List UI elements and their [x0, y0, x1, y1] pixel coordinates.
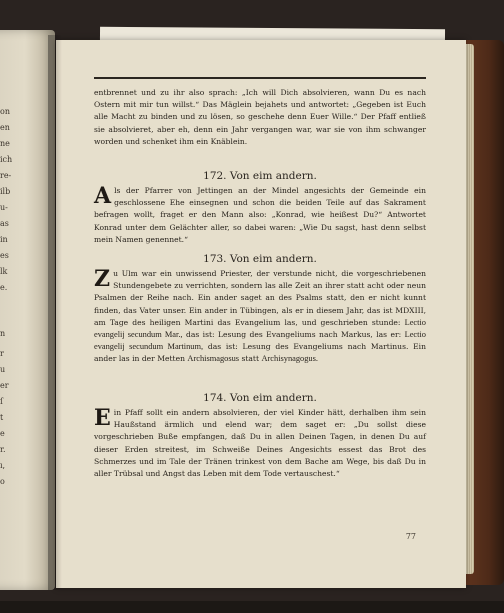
left-page-fragment: o	[0, 477, 5, 486]
left-page-fragment: n	[0, 329, 6, 338]
left-page-fragment: ne	[0, 139, 10, 148]
left-page-fragment: lk	[0, 267, 8, 276]
left-page-fragment: on	[0, 107, 10, 116]
book-page	[56, 40, 466, 588]
left-page-fragment: ı,	[0, 461, 6, 470]
drop-cap: A	[94, 183, 112, 209]
left-page-fragment: in	[0, 235, 8, 244]
intro-paragraph: entbrennet und zu ihr also sprach: „Ich will Dich absolvieren, wann Du es nach Ostern mit mir tun willst.“ Das Mäglein bejahets und antwortet: „Gegeben ist Euch alle Macht zu binden und zu lösen, so geschehe denn Euer Wille.“ Der Pfaff entließ sie absolvieret, aber eh, denn ein Jahr vergangen war, war sie von ihm schwanger worden und schenket ihm ein Knäblein.	[94, 88, 426, 146]
drop-cap: E	[94, 405, 111, 431]
left-page-fragment: e	[0, 429, 5, 438]
left-page-fragment: e.	[0, 283, 8, 292]
latin-text: Archisynagogus.	[261, 354, 318, 364]
latin-text: Lectio evangelij secundum Martinum,	[94, 330, 426, 352]
drop-cap: Z	[94, 266, 111, 292]
left-page-fragment: ilb	[0, 187, 11, 196]
left-page-fragment: u	[0, 365, 6, 374]
left-page-fragment: as	[0, 219, 9, 228]
section-body-172: Als der Pfarrer von Jettingen an der Mindel angesichts der Gemeinde ein geschlossene Ehe einsegnen und schon die beiden Teile auf das Sakrament befragen wollt, fraget er den Mann also: „Konrad, wie heißest Du?“ Antwortet Konrad unter dem Gelächter aller, so dabei waren: „Wie Du sagst, hast denn selbst mein Namen genennet.“	[94, 183, 426, 244]
gutter-shadow	[48, 35, 62, 590]
latin-text: Archismagosus	[187, 354, 240, 364]
section-body-173: Zu Ulm war ein unwissend Priester, der verstunde nicht, die vorgeschriebenen Stundengebete zu verrichten, sondern las alle Zeit an ihrer statt acht oder neun Psalmen der Reihe nach. Ein ander saget an des Psalms statt, den er nicht kunnt finden, das Vater unser. Ein ander in Tübingen, als er in diesem Jahr, das ist MDXIII, am Tage des heiligen Martini das Evangelium las, und geschrieben stunde: Lectio evangelij secundum Mar., das ist: Lesung des Evangeliums nach Markus, las er: Lectio evangelij secundum Martinum, das ist: Lesung des Evangeliums nach Martinus. Ein ander las in der Metten Archismagosus statt Archisynagogus.	[94, 266, 426, 364]
section-heading-172: 172. Von eim andern.	[203, 170, 317, 182]
left-page-fragment: en	[0, 123, 10, 132]
left-page-fragment: es	[0, 251, 9, 260]
left-page-fragment: er	[0, 381, 9, 390]
page-number: 77	[405, 532, 416, 541]
left-page-fragment: ich	[0, 155, 13, 164]
left-page-fragment: ſ	[0, 397, 3, 406]
left-page-fragment: r.	[0, 445, 6, 454]
left-page-fragment: r	[0, 349, 4, 358]
top-rule	[94, 77, 426, 79]
left-page-fragment: re-	[0, 171, 12, 180]
section-body-174: Ein Pfaff sollt ein andern absolvieren, der viel Kinder hätt, derhalben ihm sein Haußstand ärmlich und elend war; dem saget er: „Du sollst diese vorgeschrieben Buße empfangen, daß Du in allen Deinen Tagen, in denen Du auf dieser Erden streitest, im Schweiße Deines Angesichts essest das Brot des Schmerzes und im Tale der Tränen trinkest von dem Bache am Wege, bis daß Du in aller Trübsal und Angst das Leben mit dem Tode vertauschest.“	[94, 405, 426, 479]
left-page-fragment: t	[0, 413, 4, 422]
section-heading-173: 173. Von eim andern.	[203, 253, 317, 265]
previous-page-edge	[0, 30, 55, 590]
section-heading-174: 174. Von eim andern.	[203, 392, 317, 404]
latin-text: Lectio evangelij secundum Mar.,	[94, 317, 426, 340]
left-page-fragment: u-	[0, 203, 8, 212]
bottom-strip	[0, 601, 504, 613]
